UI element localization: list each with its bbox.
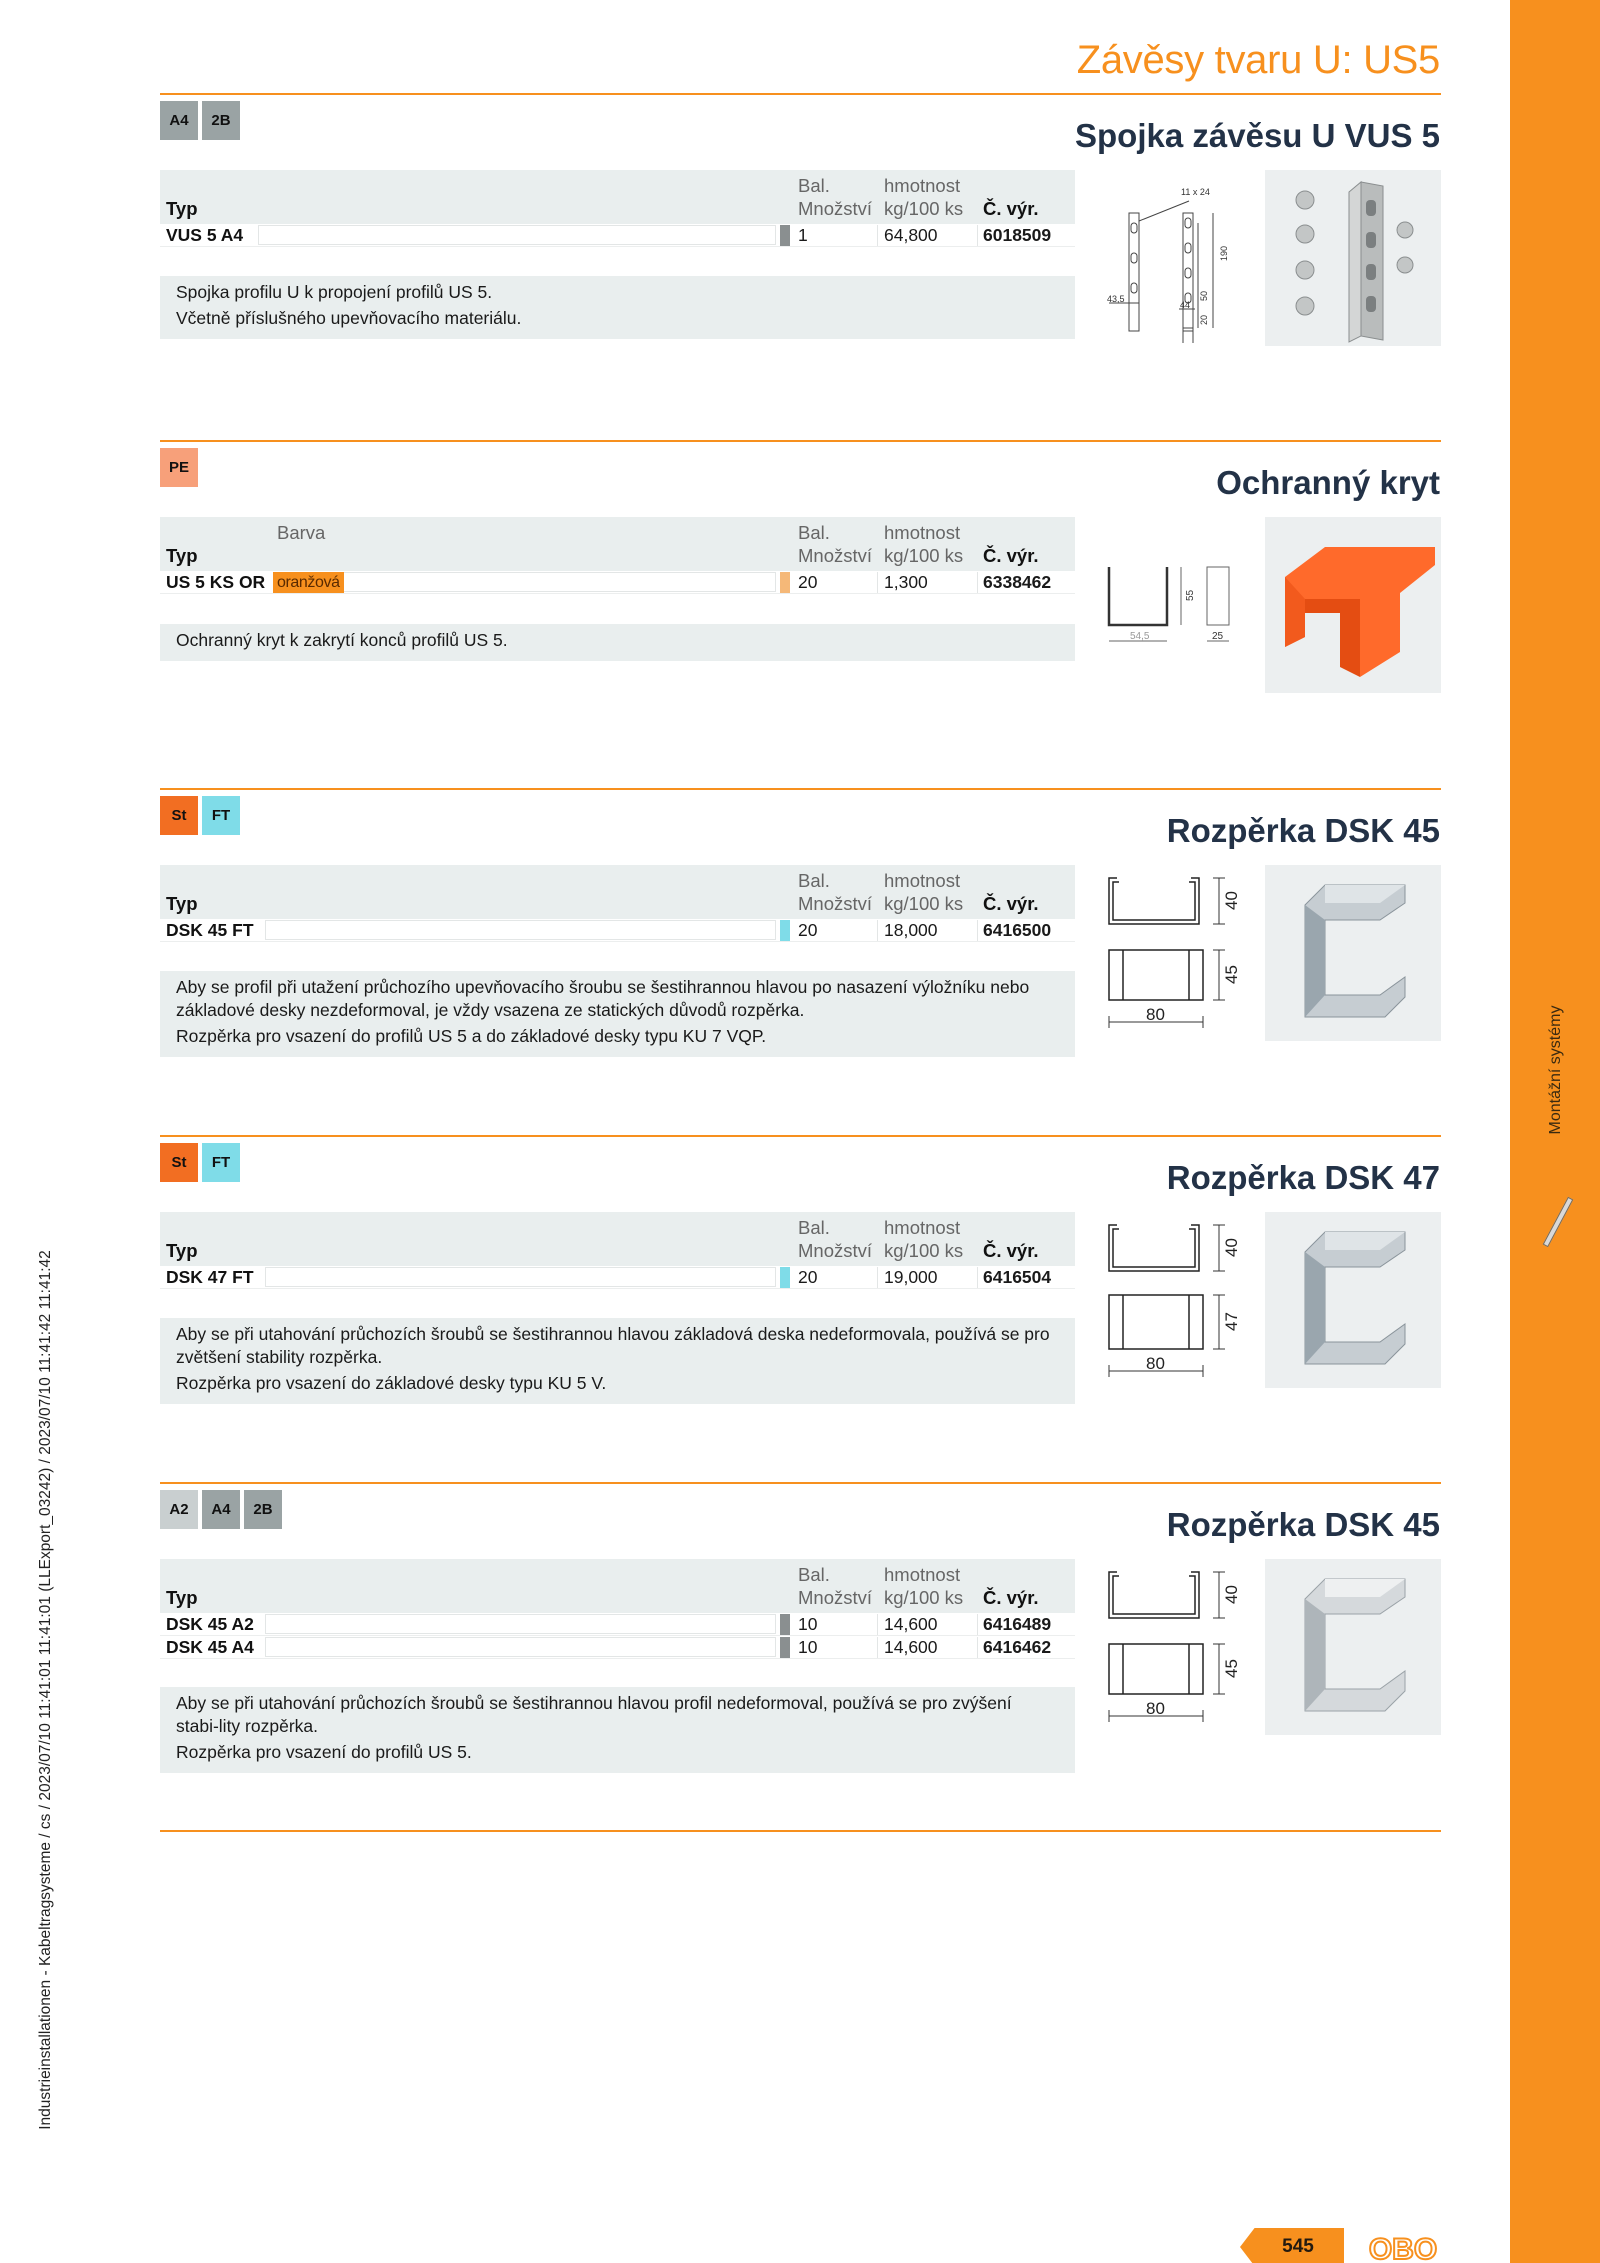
page-title: Závěsy tvaru U: US5 xyxy=(1076,38,1440,82)
cell-separator xyxy=(977,1637,978,1658)
product-table xyxy=(160,517,1075,594)
product-table xyxy=(160,1212,1075,1289)
table-header xyxy=(160,1559,1075,1613)
col-mnozstvi: Množství xyxy=(798,1240,873,1261)
cell-kg: 19,000 xyxy=(884,1267,938,1287)
table-row xyxy=(160,224,1075,247)
row-spacer xyxy=(273,572,776,592)
section-label: Montážní systémy xyxy=(1547,1005,1564,1135)
table-row xyxy=(160,919,1075,942)
col-bal: Bal. xyxy=(798,175,830,196)
dimension-label: 80 xyxy=(1146,1699,1165,1718)
description-line: Rozpěrka pro vsazení do základové desky typu KU 5 V. xyxy=(176,1373,607,1393)
product-photo xyxy=(1265,865,1441,1041)
cell-separator xyxy=(877,920,878,941)
material-marker xyxy=(780,1614,790,1635)
cell-separator xyxy=(977,1267,978,1288)
dimension-label: 190 xyxy=(1219,245,1229,261)
product-title: Rozpěrka DSK 45 xyxy=(1166,1506,1440,1543)
col-hmotnost: hmotnost xyxy=(884,870,961,891)
description-line: Aby se profil při utažení průchozího upevňovacího šroubu se šestihrannou hlavou po nasazení výložníku nebo základové desky nezdeformoval, je vždy vsazena ze statických důvodů rozpěrka. xyxy=(176,977,1030,1020)
material-marker xyxy=(780,1267,790,1288)
technical-drawing xyxy=(1103,183,1243,343)
dimension-label: 20 xyxy=(1199,314,1209,325)
divider xyxy=(160,93,1441,95)
technical-drawing xyxy=(1103,1217,1243,1387)
col-mnozstvi: Množství xyxy=(798,1587,873,1608)
technical-drawing xyxy=(1103,555,1243,655)
cell-cislo: 6338462 xyxy=(983,572,1052,592)
cell-cislo: 6416504 xyxy=(983,1267,1052,1287)
col-hmotnost: hmotnost xyxy=(884,1217,961,1238)
table-header xyxy=(160,517,1075,571)
divider xyxy=(160,1135,1441,1137)
material-badges xyxy=(160,101,240,140)
cell-separator xyxy=(877,1267,878,1288)
obo-logo xyxy=(1362,2228,1444,2263)
technical-drawing xyxy=(1103,1564,1243,1734)
product-table xyxy=(160,865,1075,942)
row-spacer xyxy=(265,920,776,940)
divider xyxy=(160,788,1441,790)
cell-typ: DSK 45 A2 xyxy=(166,1614,254,1634)
col-mnozstvi: Množství xyxy=(798,198,873,219)
dimension-label: 44 xyxy=(1180,300,1191,310)
product-photo xyxy=(1265,1559,1441,1735)
product-table xyxy=(160,1559,1075,1659)
cell-separator xyxy=(877,225,878,246)
cell-typ: VUS 5 A4 xyxy=(166,225,244,245)
print-footer: Industrieinstallationen - Kabeltragsysteme / cs / 2023/07/10 11:41:01 11:41:01 (LLExport_03242) / 2023/07/10 11:41:42 11:41:42 xyxy=(37,1250,54,2130)
dimension-label: 40 xyxy=(1222,891,1241,910)
cell-typ: DSK 47 FT xyxy=(166,1267,254,1287)
description-line: Aby se při utahování průchozích šroubů se šestihrannou hlavou profil nedeformoval, používá se pro zvýšení stabi-lity rozpěrka. xyxy=(176,1693,1012,1736)
cell-separator xyxy=(977,1614,978,1635)
col-typ: Typ xyxy=(166,545,198,566)
col-kg: kg/100 ks xyxy=(884,545,964,566)
row-spacer xyxy=(265,1267,776,1287)
dimension-label: 54,5 xyxy=(1130,631,1150,642)
material-badge: FT xyxy=(202,796,240,835)
col-mnozstvi: Množství xyxy=(798,545,873,566)
cell-bal: 20 xyxy=(798,920,818,940)
col-hmotnost: hmotnost xyxy=(884,175,961,196)
dimension-label: 11 x 24 xyxy=(1181,187,1210,197)
col-hmotnost: hmotnost xyxy=(884,522,961,543)
material-badge: St xyxy=(160,796,198,835)
cell-kg: 1,300 xyxy=(884,572,928,592)
col-cislo: Č. výr. xyxy=(983,198,1039,219)
row-spacer xyxy=(265,1637,776,1657)
cell-separator xyxy=(977,572,978,593)
dimension-label: 55 xyxy=(1185,589,1196,601)
description-line: Rozpěrka pro vsazení do profilů US 5. xyxy=(176,1742,472,1762)
table-header xyxy=(160,1212,1075,1266)
material-badge: A4 xyxy=(202,1490,240,1529)
cell-cislo: 6416500 xyxy=(983,920,1052,940)
dimension-label: 43,5 xyxy=(1107,294,1125,304)
col-typ: Typ xyxy=(166,198,198,219)
cell-separator xyxy=(877,1637,878,1658)
material-badges xyxy=(160,448,198,487)
col-hmotnost: hmotnost xyxy=(884,1564,961,1585)
product-description xyxy=(160,276,1075,339)
technical-drawing xyxy=(1103,870,1243,1040)
cell-separator xyxy=(877,572,878,593)
cell-cislo: 6416462 xyxy=(983,1637,1052,1657)
product-description xyxy=(160,624,1075,661)
col-mnozstvi: Množství xyxy=(798,893,873,914)
col-typ: Typ xyxy=(166,1587,198,1608)
dimension-label: 25 xyxy=(1212,631,1224,642)
material-badge: St xyxy=(160,1143,198,1182)
col-bal: Bal. xyxy=(798,1217,830,1238)
product-title: Spojka závěsu U VUS 5 xyxy=(1075,117,1440,154)
cell-bal: 20 xyxy=(798,1267,818,1287)
col-cislo: Č. výr. xyxy=(983,545,1039,566)
dimension-label: 50 xyxy=(1199,290,1209,301)
col-bal: Bal. xyxy=(798,522,830,543)
cell-kg: 14,600 xyxy=(884,1614,938,1634)
col-kg: kg/100 ks xyxy=(884,1240,964,1261)
divider xyxy=(160,440,1441,442)
dimension-label: 80 xyxy=(1146,1354,1165,1373)
col-cislo: Č. výr. xyxy=(983,1587,1039,1608)
col-barva: Barva xyxy=(277,522,326,543)
table-header xyxy=(160,865,1075,919)
table-row xyxy=(160,1636,1075,1659)
col-kg: kg/100 ks xyxy=(884,198,964,219)
col-typ: Typ xyxy=(166,893,198,914)
material-badge: FT xyxy=(202,1143,240,1182)
col-cislo: Č. výr. xyxy=(983,893,1039,914)
row-spacer xyxy=(258,225,776,245)
product-description xyxy=(160,1318,1075,1404)
cell-bal: 10 xyxy=(798,1637,818,1657)
dimension-label: 40 xyxy=(1222,1238,1241,1257)
material-marker xyxy=(780,572,790,593)
table-row xyxy=(160,571,1075,594)
product-description xyxy=(160,1687,1075,1773)
page-number: 545 xyxy=(1282,2236,1314,2257)
cell-typ: US 5 KS OR xyxy=(166,572,266,592)
cell-separator xyxy=(877,1614,878,1635)
table-header xyxy=(160,170,1075,224)
material-badge: 2B xyxy=(202,101,240,140)
logo-text: OBO xyxy=(1368,2233,1438,2263)
material-marker xyxy=(780,225,790,246)
table-row xyxy=(160,1266,1075,1289)
col-kg: kg/100 ks xyxy=(884,893,964,914)
description-line: Spojka profilu U k propojení profilů US 5. xyxy=(176,282,493,302)
dimension-label: 45 xyxy=(1222,1659,1241,1678)
dimension-label: 47 xyxy=(1222,1312,1241,1331)
col-bal: Bal. xyxy=(798,1564,830,1585)
material-badges xyxy=(160,1490,282,1529)
material-badge: 2B xyxy=(244,1490,282,1529)
row-spacer xyxy=(265,1614,776,1634)
cell-bal: 10 xyxy=(798,1614,818,1634)
description-line: Aby se při utahování průchozích šroubů se šestihrannou hlavou základová deska nedeformovala, používá se pro zvětšení stability rozpěrka. xyxy=(176,1324,1050,1367)
material-badges xyxy=(160,796,240,835)
product-photo xyxy=(1265,1212,1441,1388)
description-line: Rozpěrka pro vsazení do profilů US 5 a do základové desky typu KU 7 VQP. xyxy=(176,1026,767,1046)
cell-cislo: 6416489 xyxy=(983,1614,1052,1634)
cell-kg: 18,000 xyxy=(884,920,938,940)
product-title: Rozpěrka DSK 45 xyxy=(1166,812,1440,849)
cell-kg: 14,600 xyxy=(884,1637,938,1657)
material-marker xyxy=(780,1637,790,1658)
divider xyxy=(160,1830,1441,1832)
cell-kg: 64,800 xyxy=(884,225,938,245)
cell-bal: 20 xyxy=(798,572,818,592)
product-photo xyxy=(1265,170,1441,346)
description-line: Včetně příslušného upevňovacího materiálu. xyxy=(176,308,522,328)
col-cislo: Č. výr. xyxy=(983,1240,1039,1261)
cell-typ: DSK 45 A4 xyxy=(166,1637,254,1657)
cell-bal: 1 xyxy=(798,225,808,245)
material-badge: A2 xyxy=(160,1490,198,1529)
material-badge: A4 xyxy=(160,101,198,140)
cell-typ: DSK 45 FT xyxy=(166,920,254,940)
dimension-label: 40 xyxy=(1222,1585,1241,1604)
product-title: Ochranný kryt xyxy=(1216,464,1440,501)
description-line: Ochranný kryt k zakrytí konců profilů US 5. xyxy=(176,630,508,650)
color-chip: oranžová xyxy=(273,572,344,593)
cell-separator xyxy=(977,920,978,941)
cell-cislo: 6018509 xyxy=(983,225,1052,245)
product-photo xyxy=(1265,517,1441,693)
product-description xyxy=(160,971,1075,1057)
col-typ: Typ xyxy=(166,1240,198,1261)
table-row xyxy=(160,1613,1075,1636)
product-title: Rozpěrka DSK 47 xyxy=(1166,1159,1440,1196)
dimension-label: 80 xyxy=(1146,1005,1165,1024)
dimension-label: 45 xyxy=(1222,965,1241,984)
material-badge: PE xyxy=(160,448,198,487)
divider xyxy=(160,1482,1441,1484)
material-marker xyxy=(780,920,790,941)
col-kg: kg/100 ks xyxy=(884,1587,964,1608)
material-badges xyxy=(160,1143,240,1182)
cell-separator xyxy=(977,225,978,246)
col-bal: Bal. xyxy=(798,870,830,891)
product-table xyxy=(160,170,1075,247)
